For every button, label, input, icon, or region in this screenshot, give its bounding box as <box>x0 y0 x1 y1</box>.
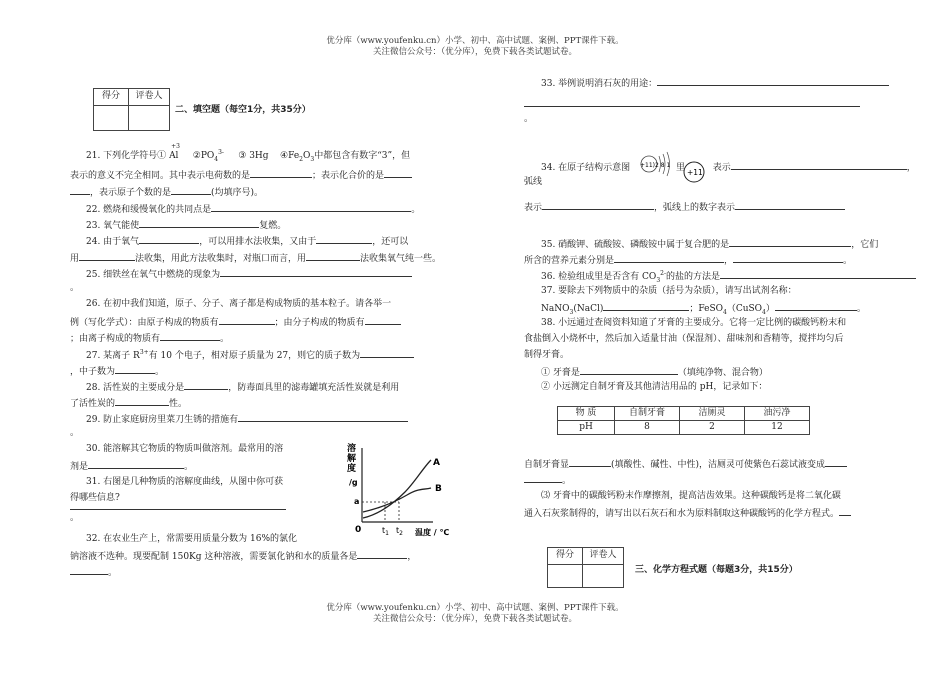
q30-text-c: 。 <box>184 462 194 472</box>
curve-b <box>363 488 431 512</box>
q32-line1: 32. 在农业生产上，常需要用质量分数为 16%的氯化 <box>86 534 298 544</box>
q27-blank-1[interactable] <box>360 349 414 358</box>
po-sub: 4 <box>214 155 219 163</box>
q38-text-f2: (填酸性、碱性、中性)，洁厕灵可使紫色石蕊试液变成 <box>611 460 826 470</box>
q30-line1: 30. 能溶解其它物质的物质叫做溶剂。最常用的溶 <box>86 444 284 454</box>
q33-blank-1[interactable] <box>657 77 889 86</box>
grader-cell[interactable] <box>583 565 624 588</box>
section3-title: 三、化学方程式题（每题3分，共15分） <box>635 565 798 575</box>
atom-structure-diagram <box>637 148 709 188</box>
q21-blank-1[interactable] <box>250 169 312 178</box>
q21-text-a: 21. 下列化学符号① <box>86 151 167 161</box>
ph-table-header-row <box>558 407 810 421</box>
q28-text-b: ，防毒面具里的滤毒罐填充活性炭就是利用 <box>228 383 400 393</box>
q27-line2 <box>70 365 164 378</box>
score-label: 得分 <box>94 89 129 106</box>
score-cell[interactable] <box>94 106 129 131</box>
q26-text-e: 。 <box>220 334 230 344</box>
q24-text-f: 法收集氧气纯一些。 <box>360 254 442 264</box>
q24-text-e: 法收集，用此方法收集时，对瓶口而言，用 <box>135 254 307 264</box>
co3-sup: 2- <box>660 270 666 277</box>
q37-cuso4: （CuSO <box>726 304 763 314</box>
q32-text-d: 。 <box>108 568 118 578</box>
q24-line1 <box>86 235 408 248</box>
graph-ylabel-unit: /g <box>349 478 358 487</box>
q24-text-d: 用 <box>70 254 80 264</box>
grader-cell[interactable] <box>129 106 170 131</box>
ph-header-cell: 物 质 <box>558 407 615 421</box>
q38-line8: ⑶ 牙膏中的碳酸钙粉末作摩擦剂，提高洁齿效果。这种碳酸钙是将二氧化碳 <box>541 491 841 501</box>
q32-text-b: 钠溶液不选种。现要配制 150Kg 这种溶液，需要氯化钠和水的质量各是 <box>70 552 358 562</box>
q21-line3b: (均填序号)。 <box>211 188 264 198</box>
q27-text-c: ，中子数为 <box>70 367 116 377</box>
q23-line <box>86 219 286 232</box>
q26-blank-3[interactable] <box>160 332 220 341</box>
q29-period: 。 <box>70 428 80 438</box>
ph-table-value-row <box>558 421 810 435</box>
q21-blank-2[interactable] <box>384 169 412 178</box>
q36-blank[interactable] <box>720 270 916 279</box>
nucleus-label: +11 <box>687 168 703 177</box>
q34-text-b: 里 <box>675 163 685 173</box>
q33-blank-2[interactable] <box>524 106 860 107</box>
q31-line1: 31. 右图是几种物质的溶解度曲线，从图中你可获 <box>86 477 284 487</box>
ph-header-cell: 油污净 <box>745 407 810 421</box>
q38-line1: 38. 小远通过查阅资料知道了牙膏的主要成分。它将一定比例的碳酸钙粉末和 <box>541 318 847 328</box>
section2-title: 二、填空题（每空1分，共35分） <box>175 105 311 115</box>
q32-line2 <box>70 550 416 563</box>
q27-line1 <box>86 349 414 362</box>
q38-blank-2[interactable] <box>569 458 611 467</box>
q28-text-a: 28. 活性炭的主要成分是 <box>86 383 185 393</box>
q34-blank-3[interactable] <box>735 201 845 210</box>
q34-text-f: 表示 <box>524 203 543 213</box>
q35-blank-2[interactable] <box>614 254 724 263</box>
q34-blank-2[interactable] <box>542 201 654 210</box>
q28-line1 <box>86 381 399 394</box>
q27-text-b: 有 10 个电子，相对原子质量为 27，则它的质子数为 <box>148 351 361 361</box>
q28-blank-1[interactable] <box>184 381 228 390</box>
q31-line2: 得哪些信息? <box>70 493 120 503</box>
q21-fe: ④Fe <box>280 151 300 161</box>
q34-blank-1[interactable] <box>731 161 907 170</box>
q36-line <box>541 270 916 284</box>
q38-line9 <box>524 507 851 520</box>
footer-line-1: 优分库（www.youfenku.cn）小学、初中、高中试题、案例、PPT课件下载。 <box>326 603 624 613</box>
graph-xlabel: 温度 / ℃ <box>415 528 450 537</box>
q35-text-a: 35. 硝酸钾、硫酸铵、磷酸铵中属于复合肥的是 <box>541 240 730 250</box>
q22-blank[interactable] <box>211 203 411 212</box>
score-table-section2 <box>93 88 170 131</box>
q38-line2: 食盐倒入小烧杯中，然后加入适量甘油（保湿剂）、甜味剂和香精等，搅拌均匀后 <box>524 334 844 344</box>
q32-line3 <box>70 566 117 579</box>
cuso4-sub: 4 <box>762 308 766 316</box>
al-charge: +3 <box>171 143 180 150</box>
q38-line7 <box>524 474 571 487</box>
q28-blank-2[interactable] <box>115 397 169 406</box>
q26-line2 <box>70 316 401 329</box>
po-sup: 3- <box>218 149 224 156</box>
q38-line3: 制得牙膏。 <box>524 350 570 360</box>
q38-blank-3[interactable] <box>825 458 847 467</box>
q38-text-f1: 自制牙膏显 <box>524 460 570 470</box>
score-cell[interactable] <box>548 565 583 588</box>
page-header <box>0 36 950 58</box>
ph-value-cell: 2 <box>680 421 745 435</box>
grader-label: 评卷人 <box>129 89 170 106</box>
o-sub: 3 <box>310 155 315 163</box>
graph-a-tick: a <box>354 497 360 506</box>
q26-blank-1[interactable] <box>219 316 275 325</box>
ph-header-cell: 自制牙膏 <box>615 407 680 421</box>
q33-line <box>541 77 889 90</box>
feso4-sub: 4 <box>722 308 727 316</box>
q28-text-d: 性。 <box>169 399 188 409</box>
q23-text-b: 复燃。 <box>259 221 287 231</box>
q25-period: 。 <box>70 283 80 293</box>
q24-text-c: ，还可以 <box>372 237 409 247</box>
q21-line2b: ；表示化合价的是 <box>312 171 385 181</box>
fe-sub: 2 <box>299 155 303 163</box>
q37-feso4: ；FeSO <box>689 304 723 314</box>
q31-period: 。 <box>70 513 80 523</box>
q35-blank-3[interactable] <box>733 254 843 263</box>
q34-text-g: ，弧线上的数字表示 <box>654 203 736 213</box>
footer-line-2: 关注微信公众号：（优分库），免费下载各类试题试卷。 <box>372 614 577 624</box>
ph-value-cell: 8 <box>615 421 680 435</box>
q25-text: 25. 细铁丝在氧气中燃烧的现象为 <box>86 270 221 280</box>
q35-line2 <box>524 254 852 267</box>
q29-text: 29. 防止家庭厨房里菜刀生锈的措施有 <box>86 415 239 425</box>
q35-text-d: ， <box>724 256 734 266</box>
graph-ylabel-1: 溶 <box>347 444 357 454</box>
q24-blank-4[interactable] <box>306 252 360 261</box>
q34-line2: 弧线 <box>524 177 543 187</box>
q29-blank[interactable] <box>238 413 408 422</box>
q34-line3 <box>524 201 845 214</box>
q21-line2 <box>70 169 412 182</box>
graph-ylabel-3: 度 <box>347 464 357 474</box>
q28-line2 <box>70 397 187 410</box>
q35-text-e: 。 <box>843 256 853 266</box>
q26-text-c: ；由分子构成的物质有 <box>274 318 365 328</box>
q32-blank-2[interactable] <box>70 566 108 575</box>
q38-text-g: 。 <box>562 476 572 486</box>
solubility-graph <box>335 440 465 540</box>
q25-blank[interactable] <box>220 268 412 277</box>
q24-blank-3[interactable] <box>79 252 135 261</box>
graph-t2: $t_2$ <box>396 526 403 537</box>
q33-text: 33. 举例说明消石灰的用途： <box>541 79 658 89</box>
graph-curve-b-label: B <box>435 484 442 494</box>
q38-line6 <box>524 458 847 471</box>
q21-blank-2b[interactable] <box>70 186 90 195</box>
grader-label: 评卷人 <box>583 548 624 565</box>
q30-blank[interactable] <box>88 460 184 469</box>
q21-line1 <box>86 143 411 163</box>
q26-text-d: ；由离子构成的物质有 <box>70 334 161 344</box>
q27-text-a: 27. 某离子 R <box>86 351 140 361</box>
q37-blank-2[interactable] <box>775 302 857 311</box>
co3-sub: 3 <box>656 276 661 284</box>
q29-line <box>86 413 408 426</box>
al-symbol: Al <box>169 151 179 161</box>
q30-line2 <box>70 460 193 473</box>
q30-text-b: 剂是 <box>70 462 89 472</box>
q27-text-d: 。 <box>155 367 165 377</box>
ph-header-cell: 洁厕灵 <box>680 407 745 421</box>
q37-paren: ） <box>765 304 775 314</box>
header-line-1: 优分库（www.youfenku.cn）小学、初中、高中试题、案例、PPT课件下载。 <box>326 36 624 46</box>
q38-line4 <box>541 366 768 379</box>
q22-text: 22. 燃烧和缓慢氧化的共同点是 <box>86 205 212 215</box>
ph-table <box>557 406 810 435</box>
q35-line1 <box>541 238 878 251</box>
q24-blank-2[interactable] <box>316 235 372 244</box>
q37-blank-1[interactable] <box>603 302 689 311</box>
q21-o: O <box>302 151 311 161</box>
q31-answer-line[interactable] <box>70 509 286 510</box>
graph-curve-a-label: A <box>433 458 440 468</box>
q23-text-a: 23. 氧气能使 <box>86 221 140 231</box>
q37-nano3: NaNO <box>541 304 570 314</box>
q37-period: 。 <box>856 304 866 314</box>
q34-line1 <box>541 161 916 174</box>
q24-blank-1[interactable] <box>139 235 199 244</box>
q36-text-b: 的盐的方法是 <box>666 272 721 282</box>
q21-text-d3: 中都包含有数字“3”，但 <box>314 151 411 161</box>
page-footer <box>0 603 950 625</box>
ph-value-cell: pH <box>558 421 615 435</box>
q32-text-c: ， <box>407 552 417 562</box>
q37-nacl: (NaCl) <box>573 304 604 314</box>
q38-blank-5[interactable] <box>839 507 851 516</box>
q33-period: 。 <box>524 114 534 124</box>
q35-text-c: 所含的营养元素分别是 <box>524 256 615 266</box>
q34-text-c: 表示 <box>712 163 731 173</box>
q21-line3 <box>70 186 263 199</box>
q38-text-i: 通入石灰浆制得的，请写出以石灰石和水为原料制取这种碳酸钙的化学方程式。 <box>524 509 840 519</box>
header-line-2: 关注微信公众号：（优分库），免费下载各类试题试卷。 <box>372 47 577 57</box>
r-charge: 3+ <box>139 349 149 356</box>
q21-hg: ③ 3Hg <box>238 151 269 161</box>
q21-po: ②PO <box>192 151 215 161</box>
q32-blank-1[interactable] <box>357 550 407 559</box>
ph-value-cell: 12 <box>745 421 810 435</box>
q36-text-a: 36. 检验组成里是否含有 CO <box>541 272 657 282</box>
q38-line5: ② 小远测定自制牙膏及其他清洁用品的 pH，记录如下： <box>541 382 768 392</box>
q38-blank-1[interactable] <box>580 366 678 375</box>
q27-blank-2[interactable] <box>115 365 155 374</box>
q38-text-d2: （填纯净物、混合物） <box>677 368 768 378</box>
atom-nucleus-text: +11)2 8 1 <box>640 162 671 169</box>
q35-text-b: ，它们 <box>851 240 879 250</box>
q21-line3a: ，表示原子个数的是 <box>90 188 172 198</box>
graph-ylabel-2: 解 <box>347 454 357 464</box>
q37-line1: 37. 要除去下列物质中的杂质（括号为杂质），请写出试剂名称： <box>541 286 797 296</box>
q24-line2 <box>70 252 441 265</box>
graph-t1: $t_1$ <box>382 526 389 537</box>
q28-text-c: 了活性炭的 <box>70 399 116 409</box>
q26-line3 <box>70 332 229 345</box>
q24-text-a: 24. 由于氧气 <box>86 237 140 247</box>
q34-text-a: 34. 在原子结构示意图 <box>541 163 631 173</box>
q37-line2 <box>541 302 866 316</box>
q34-text-d: ， <box>906 163 916 173</box>
q35-blank-1[interactable] <box>729 238 851 247</box>
q38-blank-4[interactable] <box>524 474 562 483</box>
q26-line1: 26. 在初中我们知道，原子、分子、离子都是构成物质的基本粒子。请各举一 <box>86 299 392 309</box>
q25-line <box>86 268 412 281</box>
q26-blank-2[interactable] <box>365 316 401 325</box>
score-label: 得分 <box>548 548 583 565</box>
q21-blank-3[interactable] <box>171 186 211 195</box>
q23-blank[interactable] <box>139 219 259 228</box>
q38-text-d1: ① 牙膏是 <box>541 368 580 378</box>
q22-line: 22. 燃烧和缓慢氧化的共同点是 。 <box>86 205 421 215</box>
q21-line2a: 表示的意义不完全相同。其中表示电荷数的是 <box>70 171 251 181</box>
q26-text-b: 例（写化学式）：由原子构成的物质有 <box>70 318 219 328</box>
score-table-section3 <box>547 547 624 588</box>
q24-text-b: ，可以用排水法收集，又由于 <box>199 237 317 247</box>
graph-origin: 0 <box>355 525 362 535</box>
nano3-sub: 3 <box>569 308 574 316</box>
